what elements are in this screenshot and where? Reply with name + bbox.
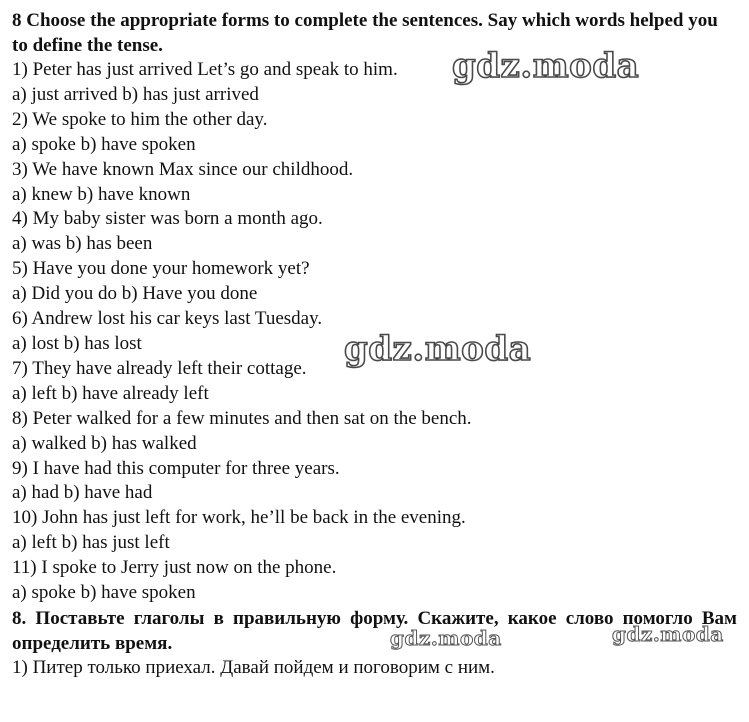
text-line: a) left b) have already left xyxy=(12,382,209,404)
text-line: a) left b) has just left xyxy=(12,532,170,554)
text-line: 11) I spoke to Jerry just now on the phone. xyxy=(12,557,337,579)
text-line: a) Did you do b) Have you done xyxy=(12,283,258,305)
text-line: a) knew b) have known xyxy=(12,183,191,205)
watermark-logo: gdz.moda xyxy=(344,329,532,369)
exercise-heading-ru: 8. Поставьте глаголы в правильную форму. Скажите, какое слово помогло Вам определить время. xyxy=(12,607,737,654)
text-line: 10) John has just left for work, he’ll be back in the evening. xyxy=(12,507,466,529)
watermark-logo: gdz.moda xyxy=(452,46,640,86)
text-line: a) just arrived b) has just arrived xyxy=(12,83,259,105)
text-line: 3) We have known Max since our childhood. xyxy=(12,158,354,180)
text-line: 1) Peter has just arrived Let’s go and speak to him. xyxy=(12,59,398,80)
text-line: a) had b) have had xyxy=(12,482,153,504)
text-line: 2) We spoke to him the other day. xyxy=(12,108,268,130)
exercise-heading-en: 8 Choose the appropriate forms to complete the sentences. Say which words helped you to define the tense. xyxy=(12,10,718,56)
text-line: 6) Andrew lost his car keys last Tuesday. xyxy=(12,308,323,330)
text-line: a) was b) has been xyxy=(12,233,153,255)
text-line: a) spoke b) have spoken xyxy=(12,582,196,604)
text-line: a) spoke b) have spoken xyxy=(12,133,196,155)
text-line: 1) Питер только приехал. Давай пойдем и поговорим с ним. xyxy=(12,656,495,678)
text-line: 5) Have you done your homework yet? xyxy=(12,258,310,280)
text-line: 4) My baby sister was born a month ago. xyxy=(12,208,323,230)
text-line: 9) I have had this computer for three years. xyxy=(12,457,340,479)
text-line: a) lost b) has lost xyxy=(12,332,142,354)
text-line: 7) They have already left their cottage. xyxy=(12,357,307,379)
text-line: 8) Peter walked for a few minutes and then sat on the bench. xyxy=(12,407,472,429)
document-page xyxy=(12,8,737,681)
watermark-logo: gdz.moda xyxy=(390,626,502,650)
text-line: a) walked b) has walked xyxy=(12,432,197,454)
watermark-logo: gdz.moda xyxy=(612,622,724,646)
